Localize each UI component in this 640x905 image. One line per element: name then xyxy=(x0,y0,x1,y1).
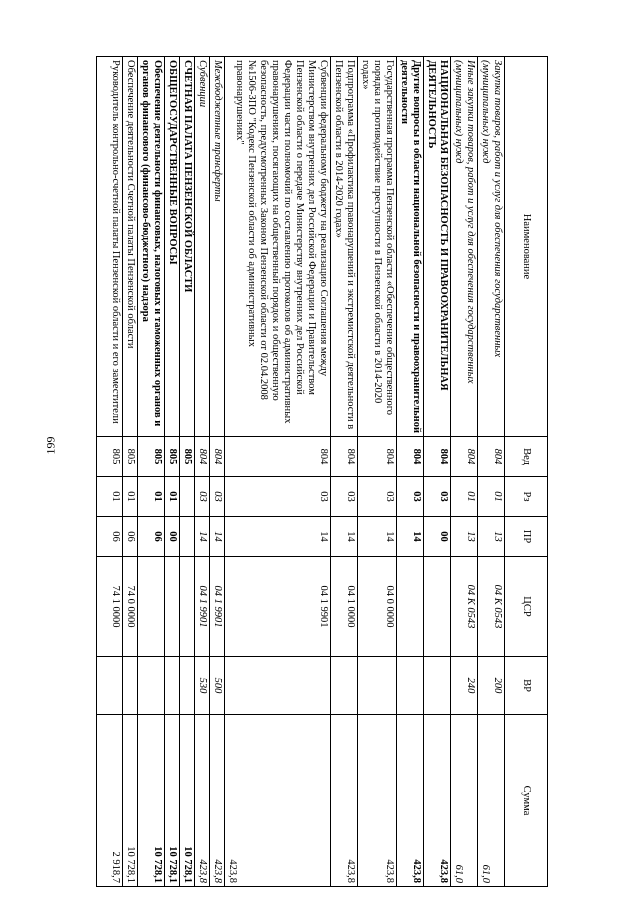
table-row xyxy=(225,57,331,887)
cell-csr: 04 1 0000 xyxy=(331,557,358,657)
cell-name: Руководитель контрольно-счетной палаты Пензенской области и его заместители xyxy=(97,57,123,437)
header-csr: ЦСР xyxy=(505,557,548,657)
cell-ved: 805 xyxy=(180,437,195,477)
table-row xyxy=(397,57,424,887)
cell-vr: 530 xyxy=(195,657,210,715)
cell-csr: 74 1 0000 xyxy=(97,557,123,657)
header-rz: Рз xyxy=(505,477,548,517)
cell-ved: 804 xyxy=(397,437,424,477)
cell-rz: 03 xyxy=(331,477,358,517)
cell-vr xyxy=(180,657,195,715)
cell-vr xyxy=(397,657,424,715)
page-number: 199 xyxy=(43,436,58,455)
cell-vr: 500 xyxy=(210,657,225,715)
table-row xyxy=(451,57,478,887)
cell-name: ОБЩЕГОСУДАРСТВЕННЫЕ ВОПРОСЫ xyxy=(165,57,180,437)
cell-vr xyxy=(225,657,331,715)
cell-pr xyxy=(180,517,195,557)
cell-ved: 804 xyxy=(358,437,397,477)
cell-vr xyxy=(97,657,123,715)
cell-csr: 04 1 9901 xyxy=(210,557,225,657)
cell-rz xyxy=(180,477,195,517)
cell-csr: 74 0 0000 xyxy=(123,557,138,657)
cell-sum: 2 918,7 xyxy=(97,715,123,887)
cell-pr: 14 xyxy=(195,517,210,557)
cell-rz: 01 xyxy=(451,477,478,517)
cell-name: Обеспечение деятельности финансовых, налоговых и таможенных органов и органов финансового (финансово-бюджетного) надзора xyxy=(138,57,165,437)
cell-rz: 03 xyxy=(424,477,451,517)
header-pr: ПР xyxy=(505,517,548,557)
cell-pr: 13 xyxy=(451,517,478,557)
cell-ved: 804 xyxy=(195,437,210,477)
cell-rz: 03 xyxy=(358,477,397,517)
cell-vr xyxy=(424,657,451,715)
cell-csr: 04 1 9901 xyxy=(225,557,331,657)
table-row xyxy=(180,57,195,887)
cell-sum: 423,8 xyxy=(331,715,358,887)
cell-ved: 805 xyxy=(123,437,138,477)
budget-table xyxy=(96,56,548,887)
cell-rz: 01 xyxy=(123,477,138,517)
cell-ved: 804 xyxy=(331,437,358,477)
cell-pr: 06 xyxy=(97,517,123,557)
cell-ved: 804 xyxy=(225,437,331,477)
cell-csr xyxy=(180,557,195,657)
cell-pr: 00 xyxy=(165,517,180,557)
cell-sum: 10 728,1 xyxy=(123,715,138,887)
cell-sum: 423,8 xyxy=(195,715,210,887)
cell-sum: 61,0 xyxy=(451,715,478,887)
table-row xyxy=(331,57,358,887)
table-row xyxy=(424,57,451,887)
cell-vr: 240 xyxy=(451,657,478,715)
cell-ved: 804 xyxy=(210,437,225,477)
cell-ved: 805 xyxy=(97,437,123,477)
table-row xyxy=(138,57,165,887)
cell-ved: 804 xyxy=(424,437,451,477)
cell-csr xyxy=(397,557,424,657)
cell-pr: 13 xyxy=(478,517,505,557)
cell-ved: 805 xyxy=(138,437,165,477)
header-vr: ВР xyxy=(505,657,548,715)
cell-csr: 04 К 0543 xyxy=(478,557,505,657)
cell-vr xyxy=(165,657,180,715)
cell-pr: 06 xyxy=(123,517,138,557)
rotated-table-container xyxy=(104,56,548,886)
cell-pr: 06 xyxy=(138,517,165,557)
cell-name: НАЦИОНАЛЬНАЯ БЕЗОПАСНОСТЬ И ПРАВООХРАНИТЕЛЬНАЯ ДЕЯТЕЛЬНОСТЬ xyxy=(424,57,451,437)
cell-ved: 805 xyxy=(165,437,180,477)
cell-rz: 03 xyxy=(397,477,424,517)
cell-csr xyxy=(424,557,451,657)
table-row xyxy=(478,57,505,887)
cell-rz: 01 xyxy=(478,477,505,517)
cell-sum: 423,8 xyxy=(424,715,451,887)
cell-name: Другие вопросы в области национальной безопасности и правоохранительной деятельности xyxy=(397,57,424,437)
header-name: Наименование xyxy=(505,57,548,437)
cell-name: Субвенции федеральному бюджету на реализацию Соглашения между Министерством внутренних дел Российской Федерации и Правительством Пензенской области о передаче Министерству внутренних дел Российской Федерации части полномочий по составлению протоколов об административных правонарушениях, посягающих на общественный порядок и общественную безопасность, предусмотренных Законом Пензенской области от 02.04.2008 №1506-ЗПО "Кодекс Пензенской области об административных правонарушениях" xyxy=(225,57,331,437)
cell-sum: 10 728,1 xyxy=(138,715,165,887)
cell-name: Иные закупки товаров, работ и услуг для обеспечения государственных (муниципальных) нужд xyxy=(451,57,478,437)
table-header-row xyxy=(505,57,548,887)
cell-sum: 10 728,1 xyxy=(165,715,180,887)
table-row xyxy=(195,57,210,887)
table-row xyxy=(97,57,123,887)
cell-rz: 03 xyxy=(210,477,225,517)
cell-pr: 14 xyxy=(331,517,358,557)
table-row xyxy=(358,57,397,887)
cell-ved: 804 xyxy=(451,437,478,477)
cell-rz: 03 xyxy=(195,477,210,517)
cell-rz: 01 xyxy=(138,477,165,517)
cell-pr: 14 xyxy=(210,517,225,557)
cell-rz: 01 xyxy=(97,477,123,517)
cell-sum: 423,8 xyxy=(225,715,331,887)
cell-rz: 03 xyxy=(225,477,331,517)
cell-pr: 14 xyxy=(397,517,424,557)
cell-vr xyxy=(138,657,165,715)
cell-csr xyxy=(165,557,180,657)
header-sum: Сумма xyxy=(505,715,548,887)
table-row xyxy=(165,57,180,887)
cell-ved: 804 xyxy=(478,437,505,477)
cell-name: СЧЕТНАЯ ПАЛАТА ПЕНЗЕНСКОЙ ОБЛАСТИ xyxy=(180,57,195,437)
cell-csr: 04 1 9901 xyxy=(195,557,210,657)
cell-sum: 423,8 xyxy=(358,715,397,887)
cell-sum: 423,8 xyxy=(397,715,424,887)
cell-csr xyxy=(138,557,165,657)
cell-name: Закупка товаров, работ и услуг для обеспечения государственных (муниципальных) нужд xyxy=(478,57,505,437)
cell-vr xyxy=(331,657,358,715)
cell-name: Государственная программа Пензенской области «Обеспечение общественного порядка и противодействие преступности в Пензенской области в 2014-2020 годах» xyxy=(358,57,397,437)
cell-csr: 04 К 0543 xyxy=(451,557,478,657)
cell-csr: 04 0 0000 xyxy=(358,557,397,657)
cell-name: Межбюджетные трансферты xyxy=(210,57,225,437)
header-ved: Вед xyxy=(505,437,548,477)
cell-rz: 01 xyxy=(165,477,180,517)
cell-name: Подпрограмма «Профилактика правонарушений и экстремистской деятельности в Пензенской области в 2014-2020 годах» xyxy=(331,57,358,437)
cell-vr: 200 xyxy=(478,657,505,715)
cell-sum: 423,8 xyxy=(210,715,225,887)
cell-name: Обеспечение деятельности Счетной палаты Пензенской области xyxy=(123,57,138,437)
cell-pr: 00 xyxy=(424,517,451,557)
cell-sum: 61,0 xyxy=(478,715,505,887)
cell-pr: 14 xyxy=(225,517,331,557)
cell-vr xyxy=(123,657,138,715)
cell-vr xyxy=(358,657,397,715)
table-row xyxy=(123,57,138,887)
cell-name: Субвенции xyxy=(195,57,210,437)
table-row xyxy=(210,57,225,887)
cell-pr: 14 xyxy=(358,517,397,557)
cell-sum: 10 728,1 xyxy=(180,715,195,887)
